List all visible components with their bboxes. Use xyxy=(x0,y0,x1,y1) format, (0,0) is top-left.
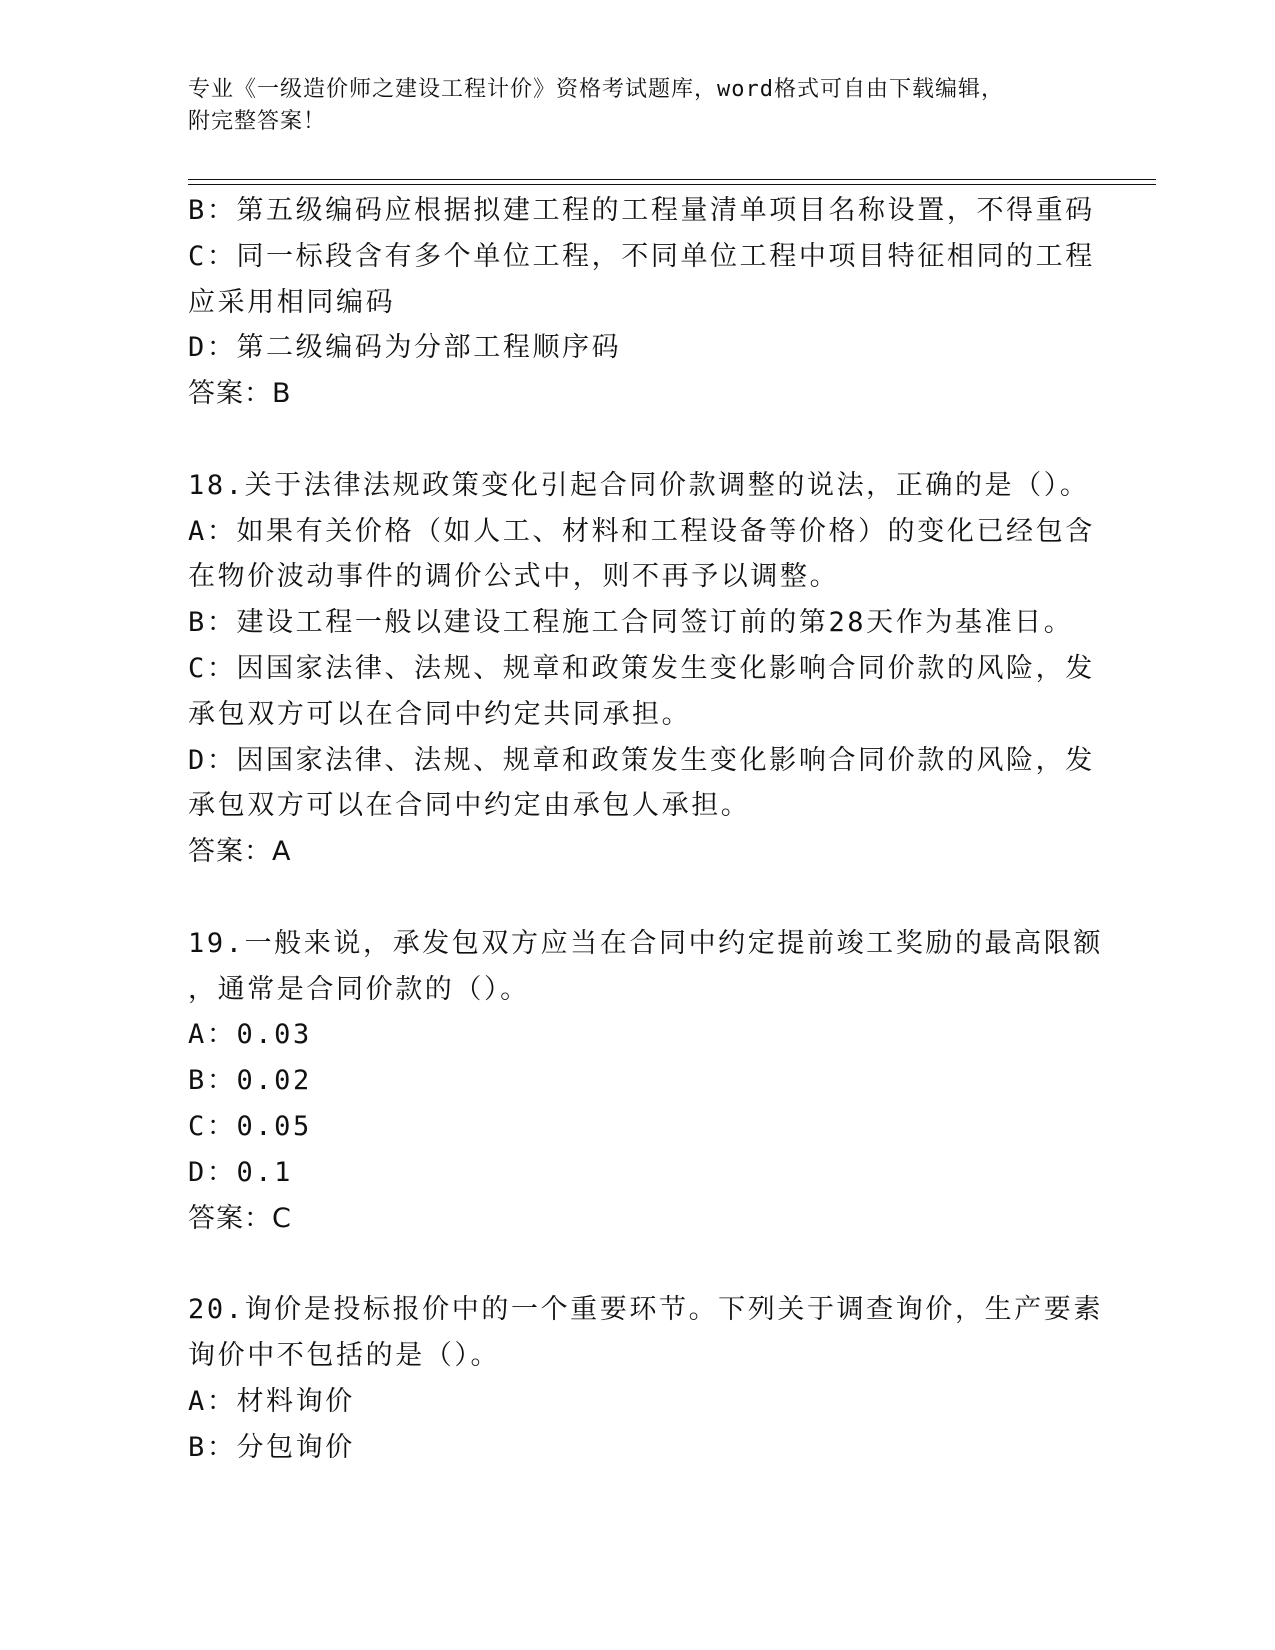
option-c: C：0.05 xyxy=(188,1110,312,1142)
question-stem: 19.一般来说，承发包双方应当在合同中约定提前竣工奖励的最高限额 xyxy=(188,927,1103,959)
question-17 xyxy=(188,188,1095,417)
question-stem: 18.关于法律法规政策变化引起合同价款调整的说法，正确的是（）。 xyxy=(188,469,1090,501)
header-divider-top xyxy=(188,179,1156,180)
option-b: B：建设工程一般以建设工程施工合同签订前的第28天作为基准日。 xyxy=(188,607,1074,639)
question-20 xyxy=(188,1287,1103,1470)
question-19 xyxy=(188,921,1103,1242)
option-b: B：第五级编码应根据拟建工程的工程量清单项目名称设置，不得重码 xyxy=(188,195,1095,226)
question-body xyxy=(188,188,1103,1470)
option-d-continued: 承包双方可以在合同中约定由承包人承担。 xyxy=(188,790,751,822)
option-a-continued: 在物价波动事件的调价公式中，则不再予以调整。 xyxy=(188,561,840,593)
answer: 答案：B xyxy=(188,378,292,410)
option-b: B：分包询价 xyxy=(188,1431,355,1463)
spacer xyxy=(188,417,1068,463)
option-d: D：0.1 xyxy=(188,1156,294,1188)
option-a: A：如果有关价格（如人工、材料和工程设备等价格）的变化已经包含 xyxy=(188,515,1095,547)
option-d: D：因国家法律、法规、规章和政策发生变化影响合同价款的风险，发 xyxy=(188,744,1095,776)
question-18 xyxy=(188,463,1095,875)
header-line-2: 附完整答案！ xyxy=(188,109,327,134)
question-stem: 20.询价是投标报价中的一个重要环节。下列关于调查询价，生产要素 xyxy=(188,1294,1103,1326)
option-c-continued: 应采用相同编码 xyxy=(188,286,396,318)
answer: 答案：A xyxy=(188,836,292,868)
header-divider-bottom xyxy=(188,184,1156,185)
question-stem-continued: 询价中不包括的是（）。 xyxy=(188,1339,501,1371)
page-header xyxy=(188,74,1068,138)
spacer xyxy=(188,875,1068,921)
option-a: A：材料询价 xyxy=(188,1385,355,1417)
option-a: A：0.03 xyxy=(188,1019,312,1051)
option-d: D：第二级编码为分部工程顺序码 xyxy=(188,332,622,364)
answer: 答案：C xyxy=(188,1202,292,1234)
header-line-1: 专业《一级造价师之建设工程计价》资格考试题库，word格式可自由下载编辑， xyxy=(188,77,1004,102)
option-b: B：0.02 xyxy=(188,1065,312,1097)
spacer xyxy=(188,1241,1068,1287)
question-stem-continued: ，通常是合同价款的（）。 xyxy=(188,973,530,1005)
option-c: C：因国家法律、法规、规章和政策发生变化影响合同价款的风险，发 xyxy=(188,652,1095,684)
option-c-continued: 承包双方可以在合同中约定共同承担。 xyxy=(188,698,692,730)
option-c: C：同一标段含有多个单位工程，不同单位工程中项目特征相同的工程 xyxy=(188,240,1095,272)
